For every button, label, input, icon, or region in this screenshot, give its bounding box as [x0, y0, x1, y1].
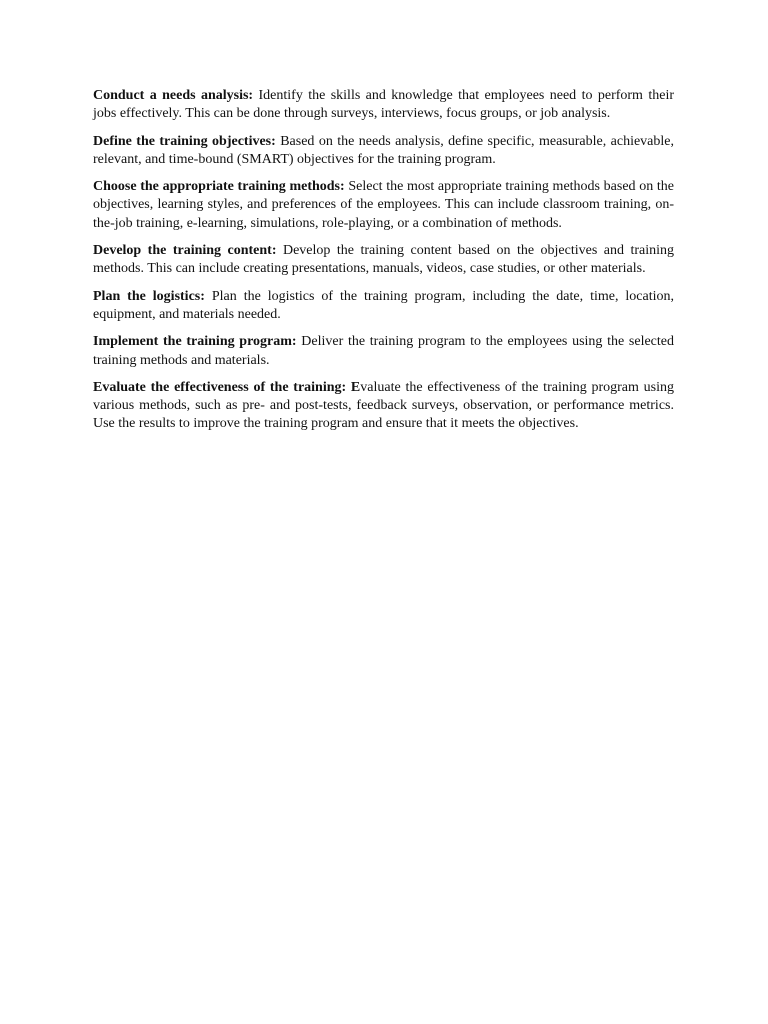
paragraph-training-objectives	[93, 133, 674, 170]
paragraph-heading: Define the training objectives:	[93, 133, 276, 149]
paragraph-heading: Implement the training program:	[93, 334, 297, 350]
paragraph-body: valuate the effectiveness of the training program using various methods, such as pre- and post-tests, feedback surveys, observation, or performance metrics. Use the results to improve the training program and ensure that it meets the objectives.	[93, 379, 674, 432]
paragraph-training-methods	[93, 178, 674, 233]
paragraph-body: Deliver the training program to the employees using the selected training methods and materials.	[93, 334, 674, 368]
paragraph-body: Develop the training content based on the objectives and training methods. This can include creating presentations, manuals, videos, case studies, or other materials.	[93, 243, 675, 277]
paragraph-implement-program	[93, 333, 674, 370]
paragraph-training-content	[93, 242, 674, 279]
paragraph-body: Based on the needs analysis, define specific, measurable, achievable, relevant, and time-bound (SMART) objectives for the training program.	[93, 133, 674, 167]
paragraph-heading: Choose the appropriate training methods:	[93, 179, 345, 195]
paragraph-heading: Conduct a needs analysis:	[93, 88, 254, 103]
paragraph-body: Select the most appropriate training methods based on the objectives, learning styles, and preferences of the employees. This can include classroom training, on-the-job training, e-learning, simulations, role-playing, or a combination of methods.	[93, 179, 675, 231]
paragraph-body: Plan the logistics of the training program, including the date, time, location, equipment, and materials needed.	[93, 288, 675, 322]
paragraph-heading: Evaluate the effectiveness of the training: E	[93, 379, 361, 395]
paragraph-evaluate-effectiveness	[93, 379, 674, 434]
paragraph-needs-analysis	[93, 87, 674, 124]
paragraph-heading: Develop the training content:	[93, 243, 277, 259]
paragraph-body: Identify the skills and knowledge that employees need to perform their jobs effectively. This can be done through surveys, interviews, focus groups, or job analysis.	[93, 88, 674, 122]
document-page	[93, 87, 674, 443]
paragraph-logistics	[93, 288, 674, 325]
paragraph-heading: Plan the logistics:	[93, 288, 205, 304]
